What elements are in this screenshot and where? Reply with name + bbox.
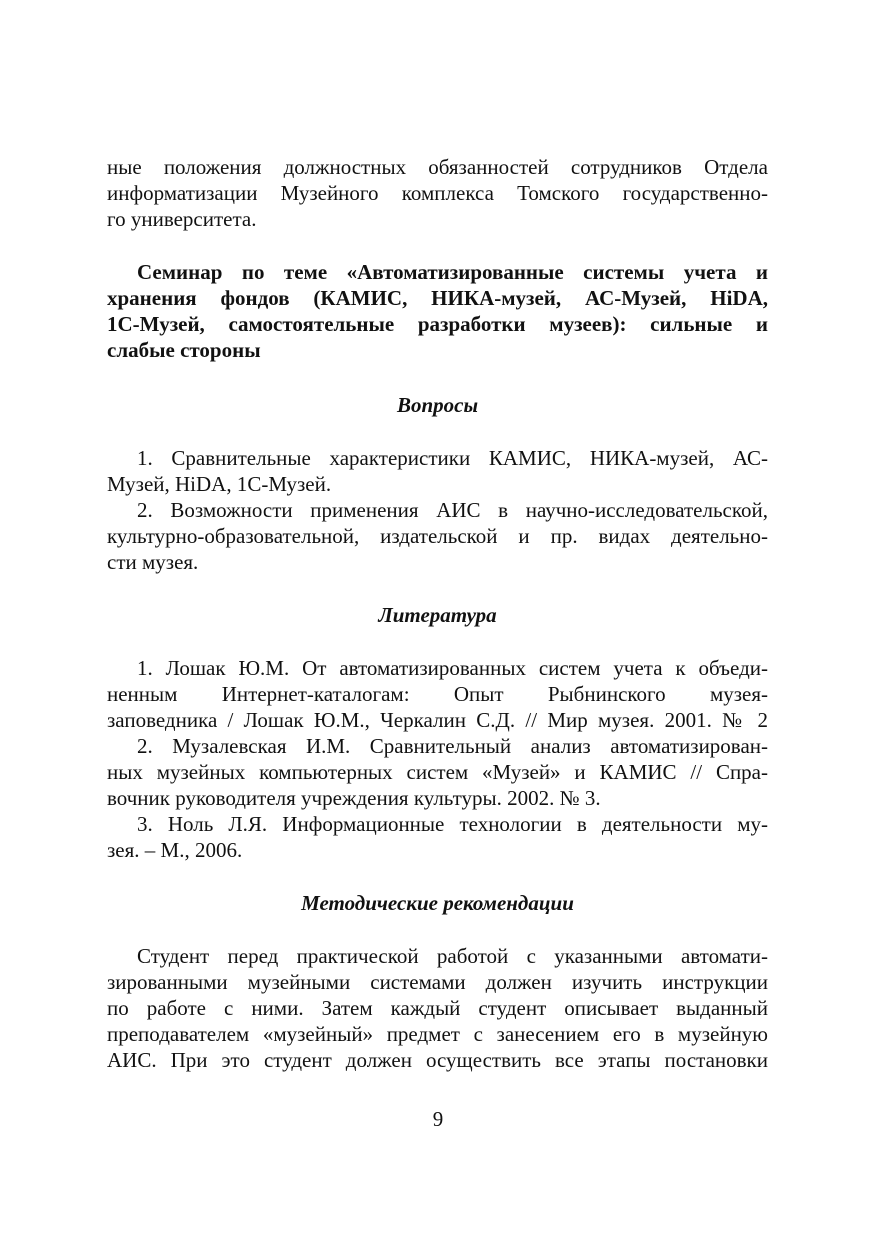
questions-heading: Вопросы	[396, 393, 479, 417]
list-item: 2. Возможности применения АИС в научно-исследовательской,	[137, 498, 768, 522]
text-line: преподавателем «музейный» предмет с занесением его в музейную	[107, 1022, 768, 1046]
text-line: информатизации Музейного комплекса Томского государственно-	[107, 181, 768, 205]
text-line: Студент перед практической работой с указанными автомати-	[137, 944, 768, 968]
list-item: 1. Лошак Ю.М. От автоматизированных систем учета к объеди-	[137, 656, 768, 680]
list-item: ных музейных компьютерных систем «Музей» и КАМИС // Спра-	[107, 760, 768, 784]
list-item: заповедника / Лошак Ю.М., Черкалин С.Д. // Мир музея. 2001. № 2	[107, 708, 768, 732]
title-line: слабые стороны	[107, 338, 261, 362]
list-item: зея. – М., 2006.	[107, 838, 243, 862]
title-line: хранения фондов (КАМИС, НИКА-музей, АС-Музей, HiDA,	[107, 286, 768, 310]
text-line: зированными музейными системами должен изучить инструкции	[107, 970, 768, 994]
list-item: сти музея.	[107, 550, 199, 574]
text-line: по работе с ними. Затем каждый студент описывает выданный	[107, 996, 768, 1020]
title-line: Семинар по теме «Автоматизированные системы учета и	[137, 260, 768, 284]
list-item: 2. Музалевская И.М. Сравнительный анализ автоматизирован-	[137, 734, 768, 758]
list-item: 3. Ноль Л.Я. Информационные технологии в деятельности му-	[137, 812, 768, 836]
list-item: 1. Сравнительные характеристики КАМИС, НИКА-музей, АС-	[137, 446, 768, 470]
list-item: вочник руководителя учреждения культуры. 2002. № 3.	[107, 786, 601, 810]
literature-heading: Литература	[378, 603, 497, 627]
list-item: Музей, HiDA, 1С-Музей.	[107, 472, 332, 496]
list-item: культурно-образовательной, издательской и пр. видах деятельно-	[107, 524, 768, 548]
recommendations-heading: Методические рекомендации	[301, 891, 574, 915]
list-item: ненным Интернет-каталогам: Опыт Рыбнинского музея-	[107, 682, 768, 706]
page-number: 9	[432, 1107, 444, 1131]
title-line: 1С-Музей, самостоятельные разработки музеев): сильные и	[107, 312, 768, 336]
text-line: АИС. При это студент должен осуществить все этапы постановки	[107, 1048, 768, 1072]
text-line: ные положения должностных обязанностей сотрудников Отдела	[107, 155, 768, 179]
text-line: го университета.	[107, 207, 257, 231]
